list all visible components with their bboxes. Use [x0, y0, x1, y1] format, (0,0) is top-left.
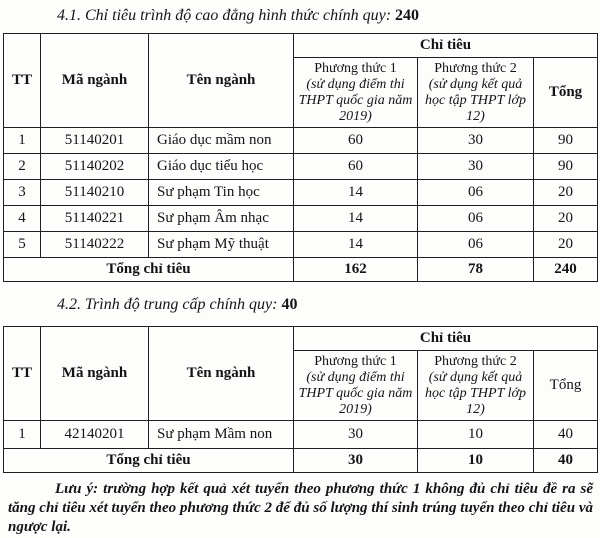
section-4-2-title-text: 4.2. Trình độ trung cấp chính quy: [57, 296, 278, 313]
cell-tt: 3 [4, 180, 41, 206]
t2-col-header-tong: Tổng [534, 351, 598, 421]
cell-ma-nganh: 51140210 [41, 180, 149, 206]
footnote: Lưu ý: trường hợp kết quả xét tuyển theo phương thức 1 không đủ chỉ tiêu đề ra sẽ tăng chỉ tiêu xét tuyển theo phương thức 2 để đủ số lượng thí sinh trúng tuyển theo chỉ tiêu và ngược lại. [8, 481, 593, 535]
table-row [4, 128, 598, 154]
t2-pt1-desc: (sử dụng điểm thi THPT quốc gia năm 2019) [298, 369, 413, 417]
cell-ma-nganh: 51140201 [41, 128, 149, 154]
table-row [4, 180, 598, 206]
cell-tong: 90 [534, 154, 598, 180]
cell-tong: 20 [534, 206, 598, 232]
table-row [4, 206, 598, 232]
t1-col-header-phuong-thuc-2 [418, 58, 534, 128]
t2-total-tong: 40 [534, 449, 598, 473]
t1-pt1-name: Phương thức 1 [314, 60, 397, 76]
t1-pt2-name: Phương thức 2 [434, 60, 517, 76]
section-4-1-title-value: 240 [395, 7, 420, 24]
cell-tt: 2 [4, 154, 41, 180]
cell-ma-nganh: 51140221 [41, 206, 149, 232]
table-row [4, 421, 598, 449]
t1-col-header-tong: Tổng [534, 58, 598, 128]
cell-ten-nganh: Giáo dục tiểu học [149, 154, 294, 180]
cell-tt: 1 [4, 128, 41, 154]
t1-total-row [4, 258, 598, 282]
t2-col-header-ten-nganh: Tên ngành [149, 327, 294, 421]
cell-phuong-thuc-2: 06 [418, 180, 534, 206]
t2-total-phuong-thuc-1: 30 [294, 449, 418, 473]
cell-ten-nganh: Sư phạm Âm nhạc [149, 206, 294, 232]
cell-tong: 90 [534, 128, 598, 154]
cell-phuong-thuc-2: 10 [418, 421, 534, 449]
cell-tong: 40 [534, 421, 598, 449]
section-4-2-title-value: 40 [281, 296, 298, 313]
t1-col-header-ten-nganh: Tên ngành [149, 34, 294, 128]
t1-col-header-ma-nganh: Mã ngành [41, 34, 149, 128]
t1-total-phuong-thuc-1: 162 [294, 258, 418, 282]
cell-tt: 1 [4, 421, 41, 449]
cell-phuong-thuc-2: 30 [418, 154, 534, 180]
t2-header-row-1 [4, 327, 598, 351]
t2-col-header-phuong-thuc-1 [294, 351, 418, 421]
t2-pt2-desc: (sử dụng kết quả học tập THPT lớp 12) [425, 369, 526, 417]
t1-total-tong: 240 [534, 258, 598, 282]
cell-phuong-thuc-2: 30 [418, 128, 534, 154]
cell-phuong-thuc-2: 06 [418, 232, 534, 258]
cell-ten-nganh: Sư phạm Mỹ thuật [149, 232, 294, 258]
t1-header-row-1 [4, 34, 598, 58]
t2-col-header-ma-nganh: Mã ngành [41, 327, 149, 421]
cell-tt: 4 [4, 206, 41, 232]
t2-col-header-chi-tieu: Chỉ tiêu [294, 327, 598, 351]
cell-ten-nganh: Sư phạm Mầm non [149, 421, 294, 449]
cell-phuong-thuc-2: 06 [418, 206, 534, 232]
table-row [4, 154, 598, 180]
t1-total-label: Tổng chỉ tiêu [4, 258, 294, 282]
t1-pt1-desc: (sử dụng điểm thi THPT quốc gia năm 2019) [298, 76, 413, 124]
t2-pt1-name: Phương thức 1 [314, 353, 397, 369]
t1-pt2-desc: (sử dụng kết quả học tập THPT lớp 12) [425, 76, 526, 124]
t2-col-header-tt: TT [4, 327, 41, 421]
cell-ma-nganh: 51140222 [41, 232, 149, 258]
cell-tong: 20 [534, 180, 598, 206]
cell-tong: 20 [534, 232, 598, 258]
t1-col-header-phuong-thuc-1 [294, 58, 418, 128]
t2-total-phuong-thuc-2: 10 [418, 449, 534, 473]
t2-total-label: Tổng chỉ tiêu [4, 449, 294, 473]
cell-phuong-thuc-1: 14 [294, 232, 418, 258]
quota-table-cao-dang [3, 33, 598, 282]
cell-phuong-thuc-1: 60 [294, 128, 418, 154]
section-4-2-title [57, 296, 297, 314]
t2-total-row [4, 449, 598, 473]
t1-col-header-chi-tieu: Chỉ tiêu [294, 34, 598, 58]
cell-ma-nganh: 51140202 [41, 154, 149, 180]
cell-ma-nganh: 42140201 [41, 421, 149, 449]
cell-phuong-thuc-1: 14 [294, 206, 418, 232]
cell-phuong-thuc-1: 60 [294, 154, 418, 180]
t1-total-phuong-thuc-2: 78 [418, 258, 534, 282]
t2-col-header-phuong-thuc-2 [418, 351, 534, 421]
section-4-1-title [57, 7, 419, 25]
table-row [4, 232, 598, 258]
section-4-1-title-text: 4.1. Chỉ tiêu trình độ cao đẳng hình thức chính quy: [57, 7, 392, 24]
t1-col-header-tt: TT [4, 34, 41, 128]
cell-ten-nganh: Giáo dục mầm non [149, 128, 294, 154]
cell-ten-nganh: Sư phạm Tin học [149, 180, 294, 206]
cell-phuong-thuc-1: 30 [294, 421, 418, 449]
cell-tt: 5 [4, 232, 41, 258]
cell-phuong-thuc-1: 14 [294, 180, 418, 206]
quota-table-trung-cap [3, 326, 598, 473]
t2-pt2-name: Phương thức 2 [434, 353, 517, 369]
